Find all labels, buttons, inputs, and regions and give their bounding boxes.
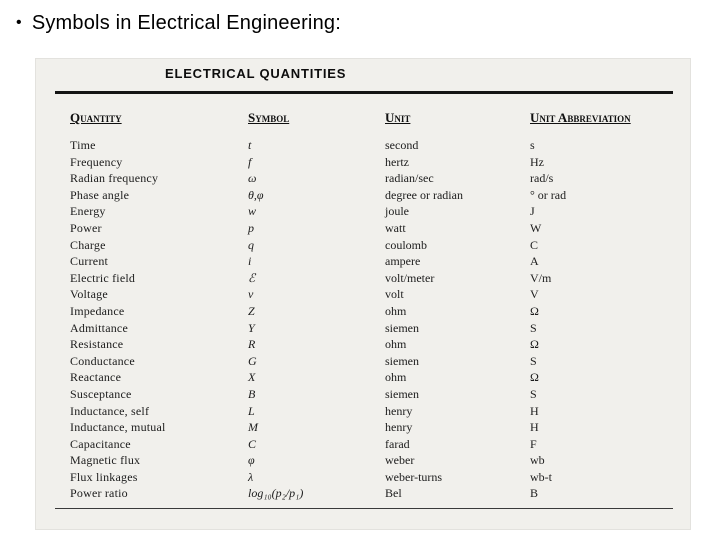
table-header-row: [35, 110, 691, 126]
unit-cell: radian/sec: [385, 171, 434, 186]
table-row: [35, 452, 691, 469]
unit-cell: ohm: [385, 370, 407, 385]
table-row: [35, 419, 691, 436]
symbol-cell: B: [248, 386, 256, 401]
table-row: [35, 485, 691, 502]
abbr-cell: Ω: [530, 370, 539, 385]
symbol-cell: Z: [248, 303, 255, 318]
abbr-cell: A: [530, 254, 539, 269]
abbr-cell: rad/s: [530, 171, 554, 186]
bottom-rule: [55, 508, 673, 509]
symbol-cell: v: [248, 287, 254, 302]
table-row: [35, 187, 691, 204]
symbol-cell: λ: [248, 469, 254, 484]
symbol-cell: Y: [248, 320, 255, 335]
symbol-cell: ℰ: [248, 270, 256, 285]
abbr-cell: V: [530, 287, 539, 302]
table-row: [35, 403, 691, 420]
quantity-cell: Conductance: [70, 353, 135, 368]
symbol-cell: q: [248, 237, 254, 252]
abbr-cell: S: [530, 353, 537, 368]
symbol-cell: M: [248, 420, 258, 435]
unit-cell: weber: [385, 453, 415, 468]
unit-cell: hertz: [385, 154, 409, 169]
table-row: [35, 336, 691, 353]
symbol-cell: ω: [248, 171, 257, 186]
abbr-cell: H: [530, 420, 539, 435]
unit-cell: siemen: [385, 320, 419, 335]
unit-cell: degree or radian: [385, 187, 463, 202]
table-row: [35, 203, 691, 220]
unit-cell: second: [385, 138, 419, 152]
column-header-unit: Unit: [385, 110, 411, 125]
table-row: [35, 270, 691, 287]
quantity-cell: Capacitance: [70, 436, 131, 451]
quantity-cell: Energy: [70, 204, 106, 219]
quantity-cell: Flux linkages: [70, 469, 138, 484]
unit-cell: henry: [385, 420, 413, 435]
unit-cell: coulomb: [385, 237, 427, 252]
abbr-cell: ° or rad: [530, 187, 567, 202]
slide-heading: [16, 12, 341, 35]
symbol-cell: w: [248, 204, 257, 219]
quantity-cell: Phase angle: [70, 187, 130, 202]
symbol-cell: p: [248, 220, 254, 235]
table-row: [35, 220, 691, 237]
symbol-cell: log₁₀(p₂/p₁): [248, 486, 304, 501]
quantity-cell: Current: [70, 254, 109, 269]
quantity-cell: Impedance: [70, 303, 125, 318]
abbr-cell: Hz: [530, 154, 544, 169]
quantity-cell: Inductance, mutual: [70, 420, 166, 435]
table-row: [35, 353, 691, 370]
slide-heading-text: Symbols in Electrical Engineering:: [31, 12, 341, 34]
unit-cell: siemen: [385, 353, 419, 368]
unit-cell: watt: [385, 220, 406, 235]
abbr-cell: wb-t: [530, 469, 552, 484]
quantity-cell: Charge: [70, 237, 106, 252]
abbr-cell: S: [530, 386, 537, 401]
symbol-cell: φ: [248, 453, 255, 468]
table-body: [35, 137, 691, 502]
column-header-unit-abbreviation: Unit Abbreviation: [530, 110, 631, 125]
symbol-cell: G: [248, 353, 257, 368]
table-row: [35, 253, 691, 270]
abbr-cell: V/m: [530, 270, 552, 285]
symbol-cell: θ,φ: [248, 187, 264, 202]
title-rule: [55, 91, 673, 94]
abbr-cell: B: [530, 486, 539, 501]
symbol-cell: R: [248, 337, 256, 352]
unit-cell: volt/meter: [385, 270, 435, 285]
quantity-cell: Frequency: [70, 154, 123, 169]
abbr-cell: J: [530, 204, 535, 219]
unit-cell: farad: [385, 436, 410, 451]
abbr-cell: H: [530, 403, 539, 418]
quantity-cell: Voltage: [70, 287, 108, 302]
table-row: [35, 320, 691, 337]
unit-cell: weber-turns: [385, 469, 443, 484]
unit-cell: siemen: [385, 386, 419, 401]
unit-cell: henry: [385, 403, 413, 418]
quantity-cell: Inductance, self: [70, 403, 150, 418]
table-row: [35, 436, 691, 453]
unit-cell: ohm: [385, 337, 407, 352]
quantity-cell: Power: [70, 220, 102, 235]
unit-cell: ohm: [385, 303, 407, 318]
symbol-cell: i: [248, 254, 252, 269]
table-row: [35, 154, 691, 171]
table-row: [35, 469, 691, 486]
abbr-cell: Ω: [530, 337, 539, 352]
quantities-table-image: [35, 58, 691, 530]
column-header-symbol: Symbol: [248, 110, 290, 125]
quantity-cell: Power ratio: [70, 486, 128, 501]
quantity-cell: Time: [70, 138, 96, 152]
table-row: [35, 170, 691, 187]
abbr-cell: C: [530, 237, 539, 252]
unit-cell: joule: [385, 204, 409, 219]
table-row: [35, 369, 691, 386]
table-row: [35, 237, 691, 254]
symbol-cell: C: [248, 436, 257, 451]
abbr-cell: S: [530, 320, 537, 335]
column-header-quantity: Quantity: [70, 110, 122, 125]
unit-cell: volt: [385, 287, 404, 302]
quantity-cell: Susceptance: [70, 386, 132, 401]
abbr-cell: F: [530, 436, 537, 451]
symbol-cell: L: [248, 403, 255, 418]
bullet-marker: •: [16, 14, 22, 31]
symbol-cell: X: [248, 370, 256, 385]
quantity-cell: Magnetic flux: [70, 453, 141, 468]
table-row: [35, 286, 691, 303]
abbr-cell: W: [530, 220, 542, 235]
table-title: ELECTRICAL QUANTITIES: [165, 66, 347, 81]
table-row: [35, 137, 691, 154]
abbr-cell: wb: [530, 453, 545, 468]
table-row: [35, 303, 691, 320]
symbol-cell: f: [248, 154, 252, 169]
abbr-cell: Ω: [530, 303, 539, 318]
table-row: [35, 386, 691, 403]
quantity-cell: Admittance: [70, 320, 128, 335]
quantity-cell: Radian frequency: [70, 171, 159, 186]
unit-cell: ampere: [385, 254, 421, 269]
quantity-cell: Reactance: [70, 370, 122, 385]
quantity-cell: Electric field: [70, 270, 136, 285]
symbol-cell: t: [248, 138, 252, 152]
abbr-cell: s: [530, 138, 535, 152]
unit-cell: Bel: [385, 486, 402, 501]
quantity-cell: Resistance: [70, 337, 124, 352]
